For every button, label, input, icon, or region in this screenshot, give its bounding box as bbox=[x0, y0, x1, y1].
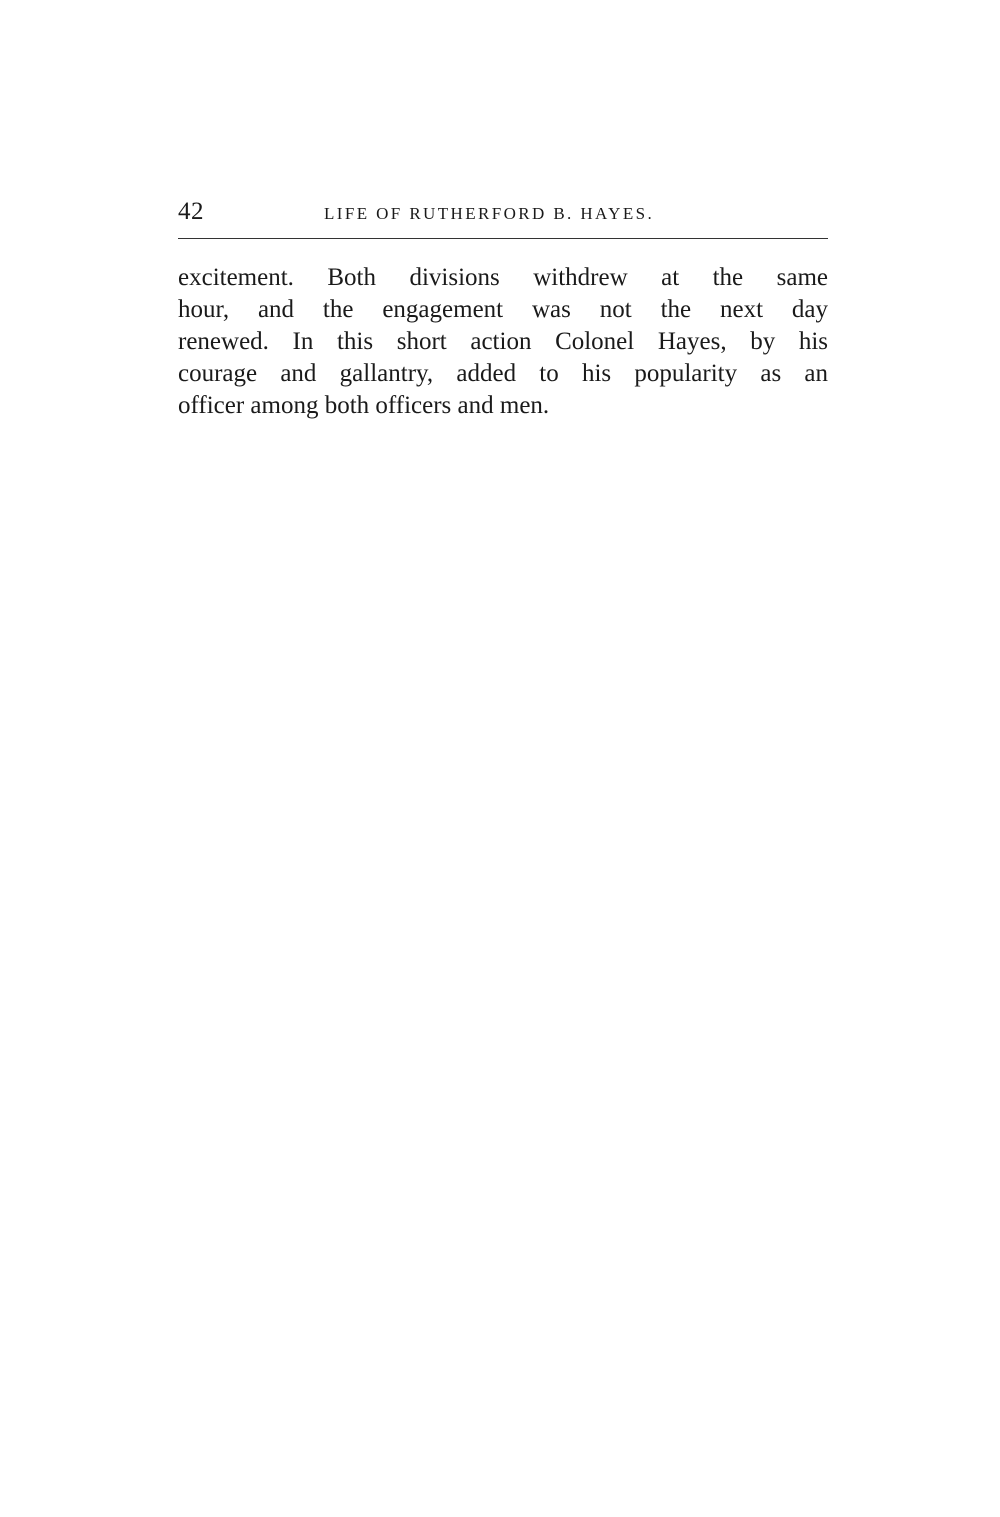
text-line: courage and gallantry, added to his popularity as an bbox=[178, 360, 828, 387]
body-paragraph bbox=[178, 262, 828, 422]
page-number: 42 bbox=[178, 198, 204, 225]
running-head bbox=[178, 196, 828, 228]
header-rule bbox=[178, 238, 828, 239]
text-line: excitement. Both divisions withdrew at the same bbox=[178, 264, 828, 291]
text-line: officer among both officers and men. bbox=[178, 392, 550, 419]
text-line: renewed. In this short action Colonel Hayes, by his bbox=[178, 328, 828, 355]
text-line: hour, and the engagement was not the next day bbox=[178, 296, 828, 323]
running-title: LIFE OF RUTHERFORD B. HAYES. bbox=[324, 204, 655, 223]
